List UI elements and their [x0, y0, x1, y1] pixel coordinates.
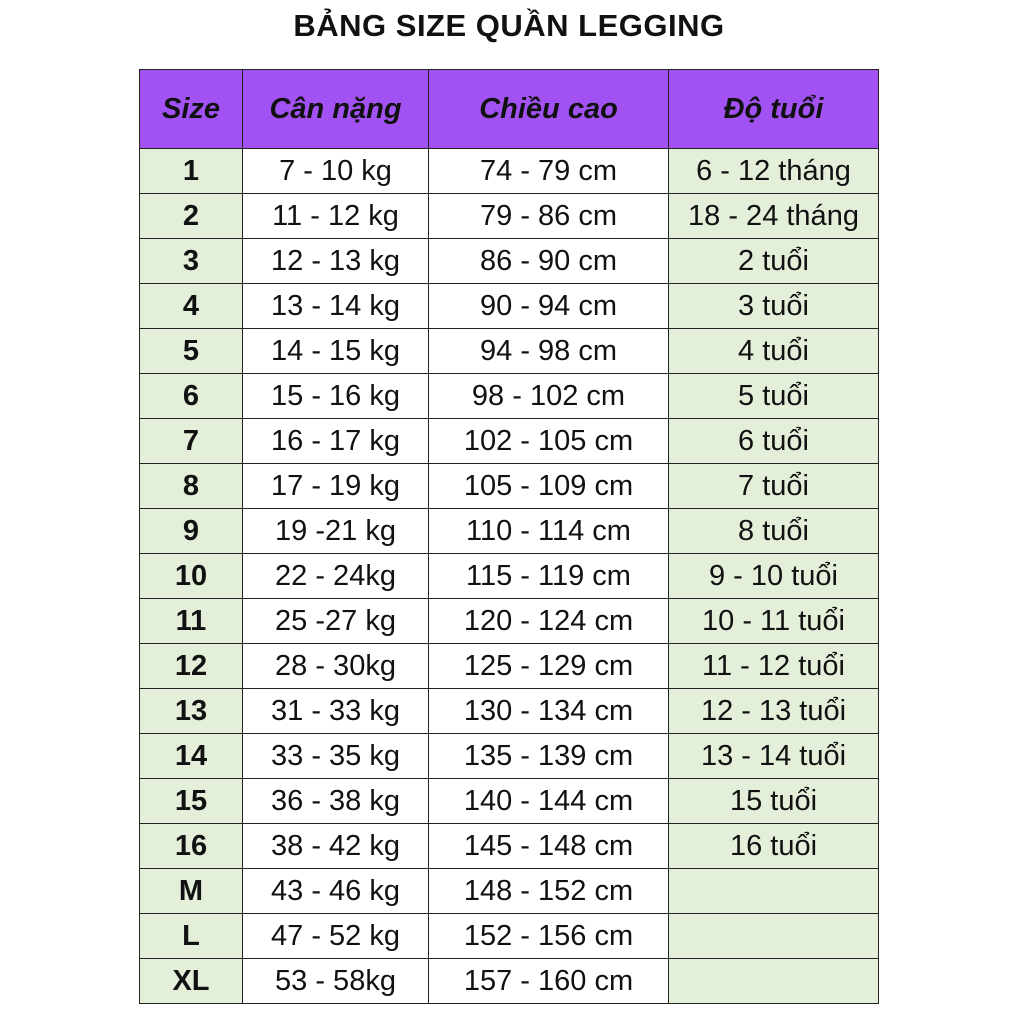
table-row	[140, 914, 879, 959]
cell-age: 4 tuổi	[669, 329, 879, 374]
cell-weight: 36 - 38 kg	[243, 779, 429, 824]
cell-height: 98 - 102 cm	[429, 374, 669, 419]
cell-height: 135 - 139 cm	[429, 734, 669, 779]
table-row	[140, 824, 879, 869]
cell-height: 125 - 129 cm	[429, 644, 669, 689]
cell-age: 16 tuổi	[669, 824, 879, 869]
cell-age: 7 tuổi	[669, 464, 879, 509]
cell-weight: 38 - 42 kg	[243, 824, 429, 869]
cell-size: 10	[140, 554, 243, 599]
cell-size: 5	[140, 329, 243, 374]
table-body	[140, 149, 879, 1004]
table-row	[140, 374, 879, 419]
cell-size: XL	[140, 959, 243, 1004]
cell-size: 4	[140, 284, 243, 329]
cell-age: 10 - 11 tuổi	[669, 599, 879, 644]
cell-size: 3	[140, 239, 243, 284]
cell-height: 148 - 152 cm	[429, 869, 669, 914]
cell-height: 157 - 160 cm	[429, 959, 669, 1004]
table-row	[140, 554, 879, 599]
cell-height: 115 - 119 cm	[429, 554, 669, 599]
cell-age: 6 tuổi	[669, 419, 879, 464]
cell-height: 130 - 134 cm	[429, 689, 669, 734]
cell-size: 8	[140, 464, 243, 509]
cell-height: 86 - 90 cm	[429, 239, 669, 284]
cell-weight: 31 - 33 kg	[243, 689, 429, 734]
table-header-row	[140, 70, 879, 149]
cell-age: 3 tuổi	[669, 284, 879, 329]
cell-weight: 28 - 30kg	[243, 644, 429, 689]
cell-size: 1	[140, 149, 243, 194]
table-row	[140, 689, 879, 734]
cell-age: 8 tuổi	[669, 509, 879, 554]
cell-weight: 25 -27 kg	[243, 599, 429, 644]
cell-weight: 7 - 10 kg	[243, 149, 429, 194]
size-chart-table	[139, 69, 879, 1004]
table-row	[140, 149, 879, 194]
table-row	[140, 599, 879, 644]
cell-weight: 53 - 58kg	[243, 959, 429, 1004]
cell-height: 102 - 105 cm	[429, 419, 669, 464]
cell-weight: 12 - 13 kg	[243, 239, 429, 284]
cell-height: 94 - 98 cm	[429, 329, 669, 374]
table-row	[140, 464, 879, 509]
cell-weight: 13 - 14 kg	[243, 284, 429, 329]
header-size: Size	[140, 70, 243, 149]
cell-size: 14	[140, 734, 243, 779]
table-row	[140, 239, 879, 284]
cell-size: 6	[140, 374, 243, 419]
cell-size: 15	[140, 779, 243, 824]
cell-height: 152 - 156 cm	[429, 914, 669, 959]
table-row	[140, 734, 879, 779]
cell-age: 9 - 10 tuổi	[669, 554, 879, 599]
page-title: BẢNG SIZE QUẦN LEGGING	[293, 8, 725, 43]
header-age: Độ tuổi	[669, 70, 879, 149]
table-row	[140, 419, 879, 464]
cell-age	[669, 869, 879, 914]
cell-height: 120 - 124 cm	[429, 599, 669, 644]
cell-size: L	[140, 914, 243, 959]
cell-weight: 33 - 35 kg	[243, 734, 429, 779]
cell-age: 2 tuổi	[669, 239, 879, 284]
cell-size: 9	[140, 509, 243, 554]
cell-age: 13 - 14 tuổi	[669, 734, 879, 779]
cell-weight: 19 -21 kg	[243, 509, 429, 554]
cell-size: 2	[140, 194, 243, 239]
cell-size: 7	[140, 419, 243, 464]
header-height: Chiều cao	[429, 70, 669, 149]
cell-height: 105 - 109 cm	[429, 464, 669, 509]
cell-weight: 43 - 46 kg	[243, 869, 429, 914]
cell-size: M	[140, 869, 243, 914]
table-row	[140, 779, 879, 824]
cell-age	[669, 959, 879, 1004]
cell-weight: 14 - 15 kg	[243, 329, 429, 374]
cell-age: 11 - 12 tuổi	[669, 644, 879, 689]
table-row	[140, 959, 879, 1004]
cell-age	[669, 914, 879, 959]
table-row	[140, 329, 879, 374]
cell-age: 5 tuổi	[669, 374, 879, 419]
cell-weight: 15 - 16 kg	[243, 374, 429, 419]
cell-height: 79 - 86 cm	[429, 194, 669, 239]
table-row	[140, 284, 879, 329]
cell-weight: 47 - 52 kg	[243, 914, 429, 959]
cell-age: 15 tuổi	[669, 779, 879, 824]
cell-height: 110 - 114 cm	[429, 509, 669, 554]
cell-size: 11	[140, 599, 243, 644]
cell-height: 140 - 144 cm	[429, 779, 669, 824]
cell-size: 13	[140, 689, 243, 734]
cell-height: 145 - 148 cm	[429, 824, 669, 869]
cell-height: 74 - 79 cm	[429, 149, 669, 194]
cell-weight: 16 - 17 kg	[243, 419, 429, 464]
cell-size: 16	[140, 824, 243, 869]
header-weight: Cân nặng	[243, 70, 429, 149]
table-row	[140, 509, 879, 554]
cell-age: 6 - 12 tháng	[669, 149, 879, 194]
cell-weight: 17 - 19 kg	[243, 464, 429, 509]
table-row	[140, 869, 879, 914]
table-row	[140, 644, 879, 689]
cell-weight: 11 - 12 kg	[243, 194, 429, 239]
table-row	[140, 194, 879, 239]
cell-size: 12	[140, 644, 243, 689]
cell-weight: 22 - 24kg	[243, 554, 429, 599]
cell-height: 90 - 94 cm	[429, 284, 669, 329]
cell-age: 12 - 13 tuổi	[669, 689, 879, 734]
cell-age: 18 - 24 tháng	[669, 194, 879, 239]
